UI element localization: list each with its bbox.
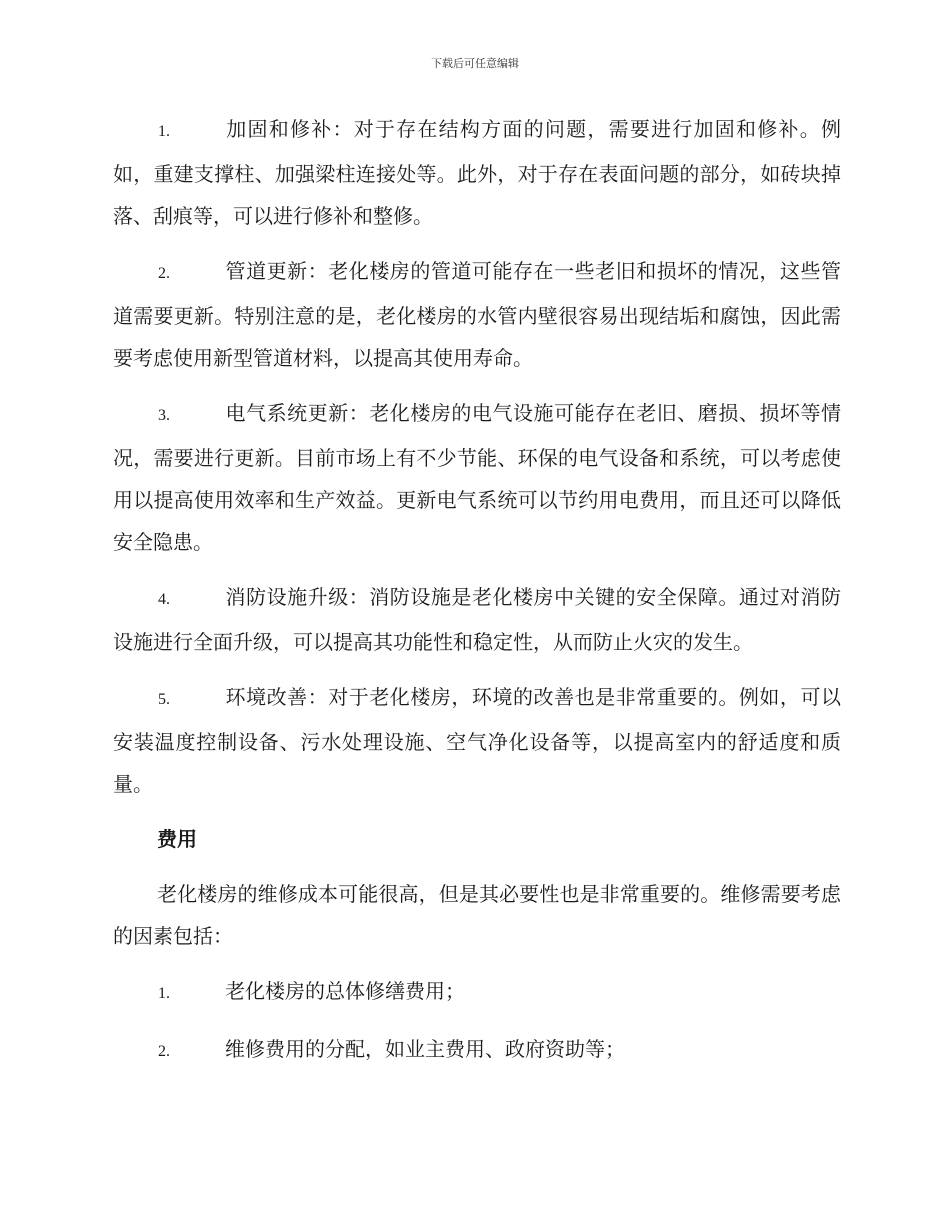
cost-intro-paragraph: 老化楼房的维修成本可能很高，但是其必要性也是非常重要的。维修需要考虑的因素包括： xyxy=(113,882,841,948)
list-text: 环境改善：对于老化楼房，环境的改善也是非常重要的。例如，可以安装温度控制设备、污水处理设施、空气净化设备等，以提高室内的舒适度和质量。 xyxy=(113,685,841,796)
list-item xyxy=(113,676,841,805)
document-body xyxy=(113,108,841,1086)
list-number: 4. xyxy=(158,591,170,608)
list-text: 维修费用的分配，如业主费用、政府资助等； xyxy=(225,1037,625,1061)
list-number: 2. xyxy=(158,1043,170,1060)
list-text: 消防设施升级：消防设施是老化楼房中关键的安全保障。通过对消防设施进行全面升级，可以提高其功能性和稳定性，从而防止火灾的发生。 xyxy=(113,585,841,654)
list-number: 1. xyxy=(158,123,170,140)
list-number: 3. xyxy=(158,407,170,424)
list-text: 加固和修补：对于存在结构方面的问题，需要进行加固和修补。例如，重建支撑柱、加强梁柱连接处等。此外，对于存在表面问题的部分，如砖块掉落、刮痕等，可以进行修补和整修。 xyxy=(113,117,841,228)
section-heading-cost: 费用 xyxy=(157,827,197,851)
list-number: 2. xyxy=(158,265,170,282)
list-item xyxy=(113,392,841,563)
list-item xyxy=(113,108,841,237)
list-number: 5. xyxy=(158,691,170,708)
list-text: 管道更新：老化楼房的管道可能存在一些老旧和损坏的情况，这些管道需要更新。特别注意的是，老化楼房的水管内壁很容易出现结垢和腐蚀，因此需要考虑使用新型管道材料，以提高其使用寿命。 xyxy=(113,259,841,370)
list-item xyxy=(113,1028,841,1073)
list-item xyxy=(113,970,841,1015)
list-text: 老化楼房的总体修缮费用； xyxy=(225,979,465,1003)
list-item xyxy=(113,576,841,663)
list-item xyxy=(113,250,841,379)
list-number: 1. xyxy=(158,985,170,1002)
list-text: 电气系统更新：老化楼房的电气设施可能存在老旧、磨损、损坏等情况，需要进行更新。目前市场上有不少节能、环保的电气设备和系统，可以考虑使用以提高使用效率和生产效益。更新电气系统可以节约用电费用，而且还可以降低安全隐患。 xyxy=(113,401,841,554)
page-header: 下载后可任意编辑 xyxy=(431,57,519,70)
